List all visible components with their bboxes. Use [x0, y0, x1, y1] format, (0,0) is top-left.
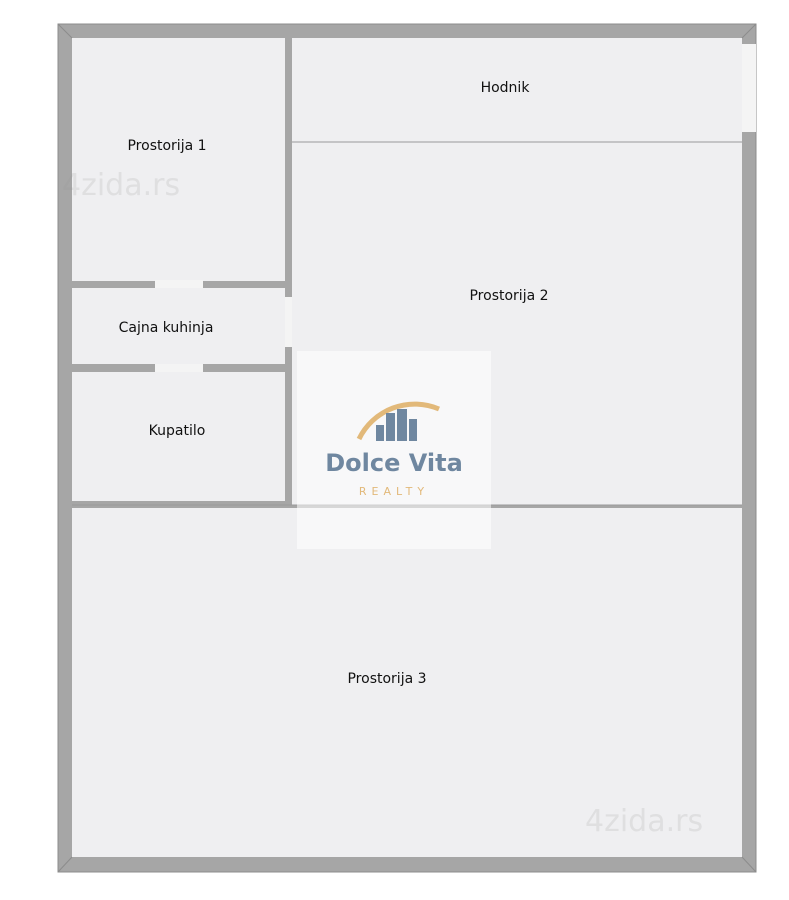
label-cajna-kuhinja: Cajna kuhinja — [118, 320, 214, 336]
label-kupatilo: Kupatilo — [148, 423, 206, 439]
logo-building-icon — [297, 351, 491, 451]
label-hodnik: Hodnik — [480, 80, 530, 96]
window-hodnik — [742, 44, 756, 132]
watermark-bottom-right: 4zida.rs — [585, 804, 704, 839]
logo-name: Dolce Vita — [325, 449, 463, 477]
label-prostorija-3: Prostorija 3 — [347, 671, 427, 687]
logo — [297, 351, 491, 549]
label-prostorija-2: Prostorija 2 — [469, 288, 549, 304]
watermark-top-left: 4zida.rs — [62, 168, 181, 203]
door-cajna-kuhinja — [285, 297, 292, 347]
label-prostorija-1: Prostorija 1 — [127, 138, 207, 154]
door-kupatilo — [155, 364, 203, 372]
floor-prostorija-1 — [72, 38, 285, 281]
logo-sub: REALTY — [358, 485, 430, 498]
door-prostorija-1 — [155, 280, 203, 288]
